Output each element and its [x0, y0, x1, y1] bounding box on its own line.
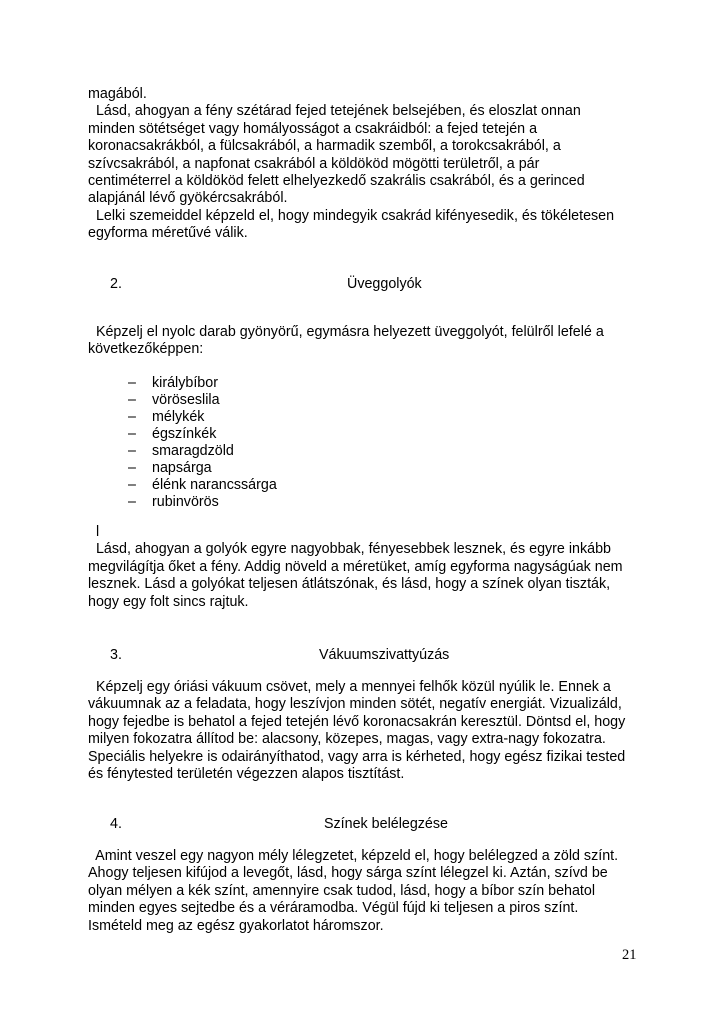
text-line: egyforma méretűvé válik.: [88, 225, 248, 242]
text-line: Amint veszel egy nagyon mély lélegzetet, képzeld el, hogy belélegzed a zöld színt.: [88, 848, 619, 864]
text-line: centiméterrel a köldököd felett elhelyezkedő szakrális csakrából, és a gerinced: [88, 173, 585, 190]
dash-bullet: –: [128, 409, 136, 425]
text-line: alapjánál lévő gyökércsakrából.: [88, 190, 288, 207]
list-item: – mélykék: [128, 409, 205, 425]
text-line: olyan mélyen a kék színt, amennyire csak tudod, lásd, hogy a bíbor szín behatol: [88, 882, 596, 899]
text-line: minden sötétséget vagy homályosságot a csakráidból: a fejed tetején a: [88, 120, 538, 137]
text-line: minden egyes sejtedbe és a véráramodba. Végül fújd ki teljesen a piros színt.: [88, 900, 579, 917]
list-item: – smaragdzöld: [128, 443, 234, 459]
dash-bullet: –: [128, 494, 136, 510]
page-number: 21: [622, 947, 637, 963]
text-line: következőképpen:: [88, 341, 204, 358]
list-item: – napsárga: [128, 460, 212, 476]
section-number: 3.: [110, 647, 122, 663]
color-list: [128, 375, 277, 511]
list-item: – vöröseslila: [128, 392, 220, 408]
dash-bullet: –: [128, 443, 136, 459]
text-line: vákuumnak az a feladata, hogy leszívjon minden sötét, negatív energiát. Vizualizáld,: [88, 696, 622, 713]
text-line: Lelki szemeiddel képzeld el, hogy mindegyik csakrád kifényesedik, és tökéletesen: [88, 207, 615, 224]
section-number: 4.: [110, 816, 122, 832]
text-line: milyen fokozatra állítod be: alacsony, közepes, magas, vagy extra-nagy fokozatra.: [88, 731, 606, 748]
section-heading-2: [110, 275, 650, 293]
text-line: és fénytested területén végezzen alapos tisztítást.: [88, 766, 405, 783]
text-line: hogy egy folt sincs rajtuk.: [88, 593, 249, 610]
text-line: Lásd, ahogyan a golyók egyre nagyobbak, fényesebbek lesznek, és egyre inkább: [88, 541, 611, 558]
paragraph-intro: [88, 86, 648, 243]
list-item: – királybíbor: [128, 375, 218, 391]
section-2-body: [88, 524, 648, 611]
section-heading-4: [110, 815, 650, 833]
list-item: – élénk narancssárga: [128, 477, 277, 493]
section-3-body: [88, 679, 648, 783]
section-2-intro: [88, 324, 648, 359]
text-line: magából.: [88, 86, 147, 102]
text-line: megvilágítja őket a fény. Addig növeld a méretüket, amíg egyforma nagyságúak nem: [88, 558, 623, 575]
text-line: szívcsakrából, a napfonat csakrából a köldököd mögötti területről, a pár: [88, 155, 540, 172]
list-item: – égszínkék: [128, 426, 217, 442]
text-line: lesznek. Lásd a golyókat teljesen átlátszónak, és lásd, hogy a színek olyan tiszták,: [88, 576, 611, 593]
dash-bullet: –: [128, 460, 136, 476]
text-line: Speciális helyekre is odairányíthatod, vagy arra is kérheted, hogy egész fizikai tested: [88, 748, 626, 765]
text-line: Képzelj egy óriási vákuum csövet, mely a mennyei felhők közül nyúlik le. Ennek a: [88, 679, 611, 695]
text-line: l: [88, 524, 100, 540]
list-item: – rubinvörös: [128, 494, 219, 510]
section-4-body: [88, 848, 648, 935]
dash-bullet: –: [128, 392, 136, 408]
section-number: 2.: [110, 276, 122, 292]
text-line: koronacsakrákból, a fülcsakrából, a harmadik szemből, a torokcsakrából, a: [88, 138, 561, 155]
section-title: Színek belélegzése: [324, 816, 448, 832]
section-title: Vákuumszivattyúzás: [319, 647, 450, 663]
text-line: Képzelj el nyolc darab gyönyörű, egymásra helyezett üveggolyót, felülről lefelé a: [88, 324, 604, 340]
dash-bullet: –: [128, 426, 136, 442]
dash-bullet: –: [128, 477, 136, 493]
text-line: Lásd, ahogyan a fény szétárad fejed tetejének belsejében, és eloszlat onnan: [88, 103, 581, 120]
section-heading-3: [110, 646, 650, 664]
text-line: Ismételd meg az egész gyakorlatot háromszor.: [88, 917, 384, 934]
text-line: hogy fejedbe is behatol a fejed tetején lévő koronacsakrán keresztül. Döntsd el, hogy: [88, 713, 626, 730]
section-title: Üveggolyók: [347, 276, 422, 292]
text-line: Ahogy teljesen kifújod a levegőt, lásd, hogy sárga színt lélegzel ki. Aztán, szívd be: [88, 865, 608, 882]
dash-bullet: –: [128, 375, 136, 391]
